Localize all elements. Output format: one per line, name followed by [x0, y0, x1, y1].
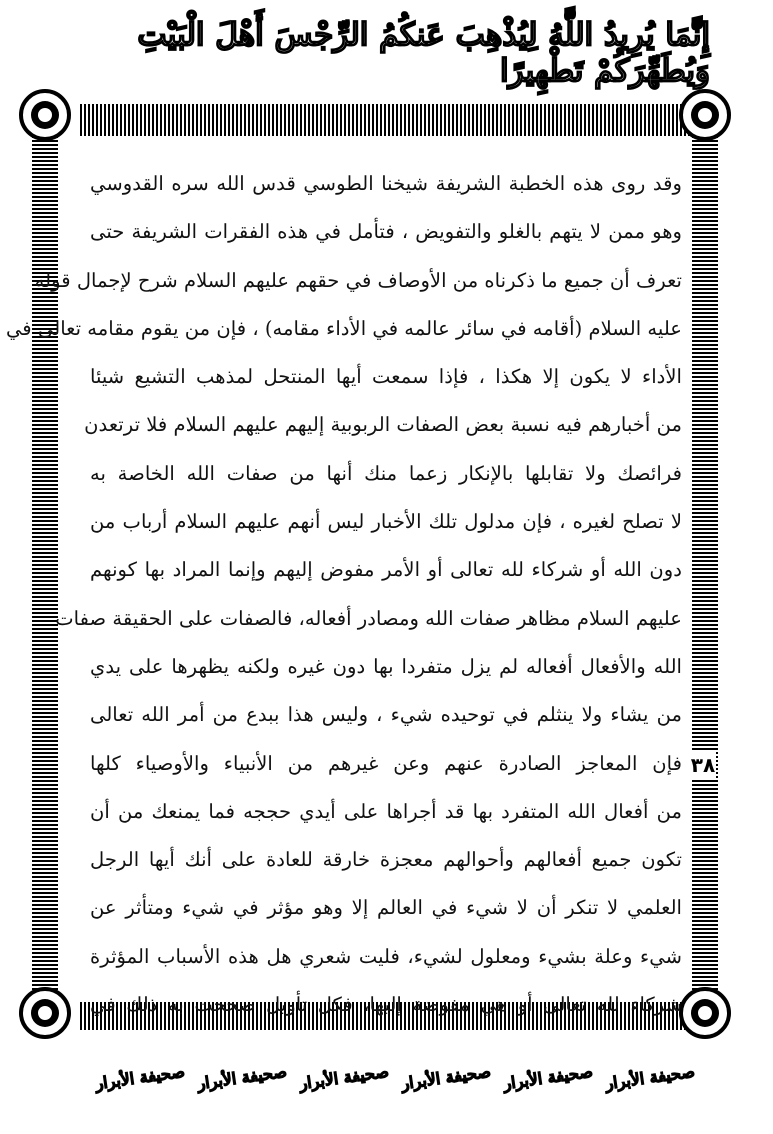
page-body-text	[5, 160, 682, 1029]
text-line: لا تصلح لغيره ، فإن مدلول تلك الأخبار ليس أنهم عليهم السلام أرباب من	[90, 510, 682, 534]
text-line: تعرف أن جميع ما ذكرناه من الأوصاف في حقهم عليهم السلام شرح لإجمال قوله	[34, 268, 682, 292]
corner-ornament-top-right	[672, 82, 738, 148]
footer-motif: صحيفة الأبرار	[94, 1061, 186, 1093]
text-line: شركاء لله تعالى أو هي مفوضة إليها، فكل تأويل صححت به ذلك في	[90, 993, 682, 1017]
corner-ornament-bottom-left	[12, 980, 78, 1046]
text-line: عليهم السلام مظاهر صفات الله ومصادر أفعاله، فالصفات على الحقيقة صفات	[55, 606, 682, 630]
text-line: وهو ممن لا يتهم بالغلو والتفويض ، فتأمل في هذه الفقرات الشريفة حتى	[90, 220, 682, 244]
header-verse: إِنَّمَا يُرِيدُ اللَّهُ لِيُذْهِبَ عَنكُمُ الرِّجْسَ أَهْلَ الْبَيْتِ وَيُطَهِّرَكُمْ تَطْهِيرًا	[137, 17, 710, 89]
text-line: من أفعال الله المتفرد بها قد أجراها على أيدي حججه فما يمنعك من أن	[90, 799, 682, 823]
text-line: من أخبارهم فيه نسبة بعض الصفات الربوبية إليهم عليهم السلام فلا ترتعدن	[84, 413, 682, 437]
footer-motif: صحيفة الأبرار	[196, 1061, 288, 1093]
text-line: عليه السلام (أقامه في سائر عالمه في الأداء مقامه) ، فإن من يقوم مقامه تعالى في	[5, 316, 682, 340]
text-line: فرائصك ولا تقابلها بالإنكار زعما منك أنها من صفات الله الخاصة به	[90, 461, 682, 485]
text-line: من يشاء ولا ينثلم في توحيده شيء ، وليس هذا ببدع من أمر الله تعالى	[90, 703, 682, 727]
frame-top-bar	[80, 104, 692, 136]
footer-motif-row	[95, 1052, 695, 1102]
text-line: شيء وعلة بشيء ومعلول لشيء، فليت شعري هل هذه الأسباب المؤثرة	[90, 944, 682, 968]
page-number-medallion	[685, 700, 721, 830]
footer-motif: صحيفة الأبرار	[400, 1061, 492, 1093]
footer-motif: صحيفة الأبرار	[298, 1061, 390, 1093]
text-line: فإن المعاجز الصادرة عنهم وعن غيرهم من الأنبياء والأوصياء كلها	[90, 751, 682, 775]
corner-ornament-top-left	[12, 82, 78, 148]
text-line: تكون جميع أفعالهم وأحوالهم معجزة خارقة للعادة على أنك أيها الرجل	[90, 848, 682, 872]
text-line: الأداء لا يكون إلا هكذا ، فإذا سمعت أيها المنتحل لمذهب التشيع شيئا	[90, 365, 682, 389]
frame-right-bar	[692, 130, 718, 1010]
text-line: العلمي لا تنكر أن لا شيء في العالم إلا وهو مؤثر في شيء ومتأثر عن	[90, 896, 682, 920]
footer-motif: صحيفة الأبرار	[604, 1061, 696, 1093]
page-number: ٣٨	[690, 753, 716, 777]
text-line: وقد روى هذه الخطبة الشريفة شيخنا الطوسي قدس الله سره القدوسي	[90, 172, 682, 195]
text-line: الله والأفعال أفعاله لم يزل متفردا بها دون غيره ولكنه يظهرها على يدي	[90, 654, 682, 678]
text-line: دون الله أو شركاء لله تعالى أو الأمر مفوض إليهم وإنما المراد بها كونهم	[90, 558, 682, 582]
footer-motif: صحيفة الأبرار	[502, 1061, 594, 1093]
